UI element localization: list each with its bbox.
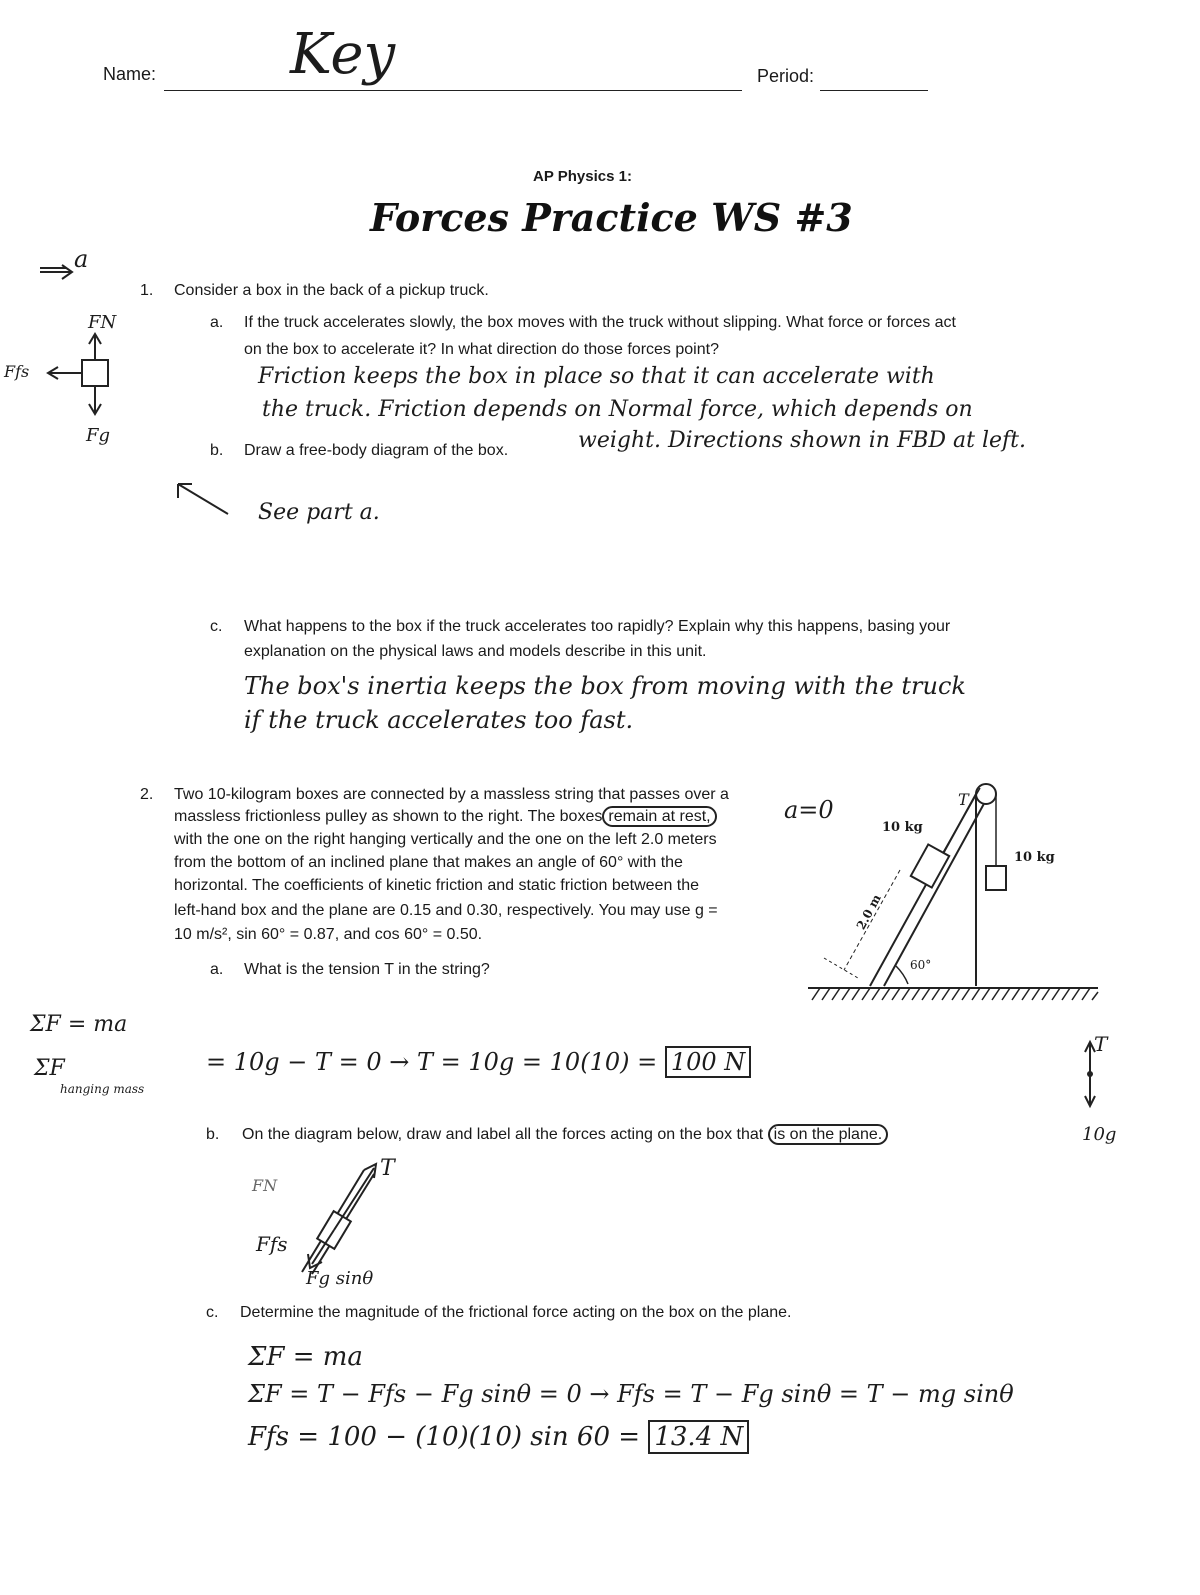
q2b-tension-label: T <box>380 1156 395 1181</box>
q2c-letter: c. <box>206 1304 219 1321</box>
q2c-work-line3-text: Ffs = 100 − (10)(10) sin 60 = <box>248 1422 641 1452</box>
q2-prompt-line4: from the bottom of an inclined plane that makes an angle of 60° with the <box>174 854 683 871</box>
name-line <box>164 90 742 91</box>
diagram-right-mass: 10 kg <box>1014 850 1055 865</box>
q2b-question <box>242 1126 888 1144</box>
q1b-question: Draw a free-body diagram of the box. <box>244 442 509 459</box>
q1-prompt: Consider a box in the back of a pickup truck. <box>174 282 489 299</box>
q1a-question-line1: If the truck accelerates slowly, the box moves with the truck without slipping. What force or forces act <box>244 314 956 331</box>
accel-zero-note: a=0 <box>784 796 834 824</box>
pointer-arrow-icon <box>172 478 232 518</box>
q2-prompt-line1: Two 10-kilogram boxes are connected by a massless string that passes over a <box>174 786 729 803</box>
q2c-work-line1: ΣF = ma <box>248 1342 363 1372</box>
q2-prompt-line7: 10 m/s², sin 60° = 0.87, and cos 60° = 0.50. <box>174 926 483 943</box>
period-label: Period: <box>757 66 815 86</box>
q2a-question: What is the tension T in the string? <box>244 961 490 978</box>
diagram-tension-label: T <box>958 790 969 809</box>
period-line[interactable] <box>820 90 928 91</box>
q2a-work-line2 <box>206 1048 751 1076</box>
course-label: AP Physics 1: <box>533 168 632 185</box>
q2c-question: Determine the magnitude of the frictional force acting on the box on the plane. <box>240 1304 792 1321</box>
q2-prompt-line6: left-hand box and the plane are 0.15 and 0.30, respectively. You may use g = <box>174 902 718 919</box>
acceleration-label: a <box>74 245 89 273</box>
q1c-letter: c. <box>210 618 223 635</box>
side-fbd-top-label: T <box>1094 1032 1108 1056</box>
q2a-work-line1: ΣF = ma <box>30 1012 128 1037</box>
q2b-friction-label: Ffs <box>256 1232 288 1256</box>
incline-pulley-diagram <box>800 770 1110 1010</box>
q1a-answer-line1: Friction keeps the box in place so that it can accelerate with <box>258 364 935 389</box>
q1b-letter: b. <box>210 442 224 459</box>
q1c-question-line1: What happens to the box if the truck accelerates too rapidly? Explain why this happens, basing your <box>244 618 951 635</box>
q2a-work-line2-text: = 10g − T = 0 → T = 10g = 10(10) = <box>206 1048 658 1076</box>
circled-phrase: remain at rest, <box>602 806 716 827</box>
q1c-answer-line2: if the truck accelerates too fast. <box>244 706 634 734</box>
q1a-letter: a. <box>210 314 224 331</box>
q1b-answer: See part a. <box>258 500 380 525</box>
q2-prompt-line5: horizontal. The coefficients of kinetic friction and static friction between the <box>174 877 700 894</box>
q1c-answer-line1: The box's inertia keeps the box from moving with the truck <box>244 672 966 700</box>
q2b-normal-label: FN <box>252 1176 278 1195</box>
q2-prompt-line3: with the one on the right hanging vertically and the one on the left 2.0 meters <box>174 831 717 848</box>
q2b-question-text: On the diagram below, draw and label all the forces acting on the box that <box>242 1126 764 1143</box>
q2-number: 2. <box>140 786 154 803</box>
name-value[interactable]: Key <box>290 22 396 87</box>
q2b-circled-phrase: is on the plane. <box>768 1124 889 1145</box>
gravity-force-label: Fg <box>86 425 111 446</box>
q1a-answer-line2: the truck. Friction depends on Normal force, which depends on <box>262 397 973 422</box>
q2c-work-line2: ΣF = T − Ffs − Fg sinθ = 0 → Ffs = T − Fg sinθ = T − mg sinθ <box>248 1380 1014 1408</box>
q2b-letter: b. <box>206 1126 220 1143</box>
q2-prompt-line2 <box>174 808 717 826</box>
q2c-answer: 13.4 N <box>648 1420 749 1454</box>
diagram-angle: 60° <box>910 958 932 972</box>
q1-number: 1. <box>140 282 154 299</box>
normal-force-label: FN <box>88 312 117 333</box>
hanging-mass-fbd-icon <box>1080 1040 1100 1110</box>
q2c-work-line3 <box>248 1422 749 1452</box>
q1a-question-line2: on the box to accelerate it? In what direction do those forces point? <box>244 341 719 358</box>
acceleration-arrow-icon <box>38 262 78 282</box>
diagram-left-mass: 10 kg <box>882 820 923 835</box>
q2a-work-line2-lhs: ΣF <box>34 1056 65 1081</box>
q1a-answer-line3: weight. Directions shown in FBD at left. <box>578 428 1027 453</box>
q2a-letter: a. <box>210 961 224 978</box>
name-label: Name: <box>103 64 157 84</box>
diagram-distance: 2.0 m <box>853 892 884 932</box>
q2a-work-line2-sub: hanging mass <box>60 1082 145 1096</box>
q2b-gravity-label: Fg sinθ <box>306 1268 374 1289</box>
friction-force-label: Ffs <box>4 362 30 381</box>
q1c-question-line2: explanation on the physical laws and models describe in this unit. <box>244 643 707 660</box>
page-title: Forces Practice WS #3 <box>370 195 853 240</box>
q2a-answer: 100 N <box>665 1046 751 1078</box>
side-fbd-bottom-label: 10g <box>1082 1124 1117 1145</box>
box-fbd-icon <box>30 330 130 420</box>
q2-prompt-line2-text: massless frictionless pulley as shown to the right. The boxes <box>174 808 603 825</box>
